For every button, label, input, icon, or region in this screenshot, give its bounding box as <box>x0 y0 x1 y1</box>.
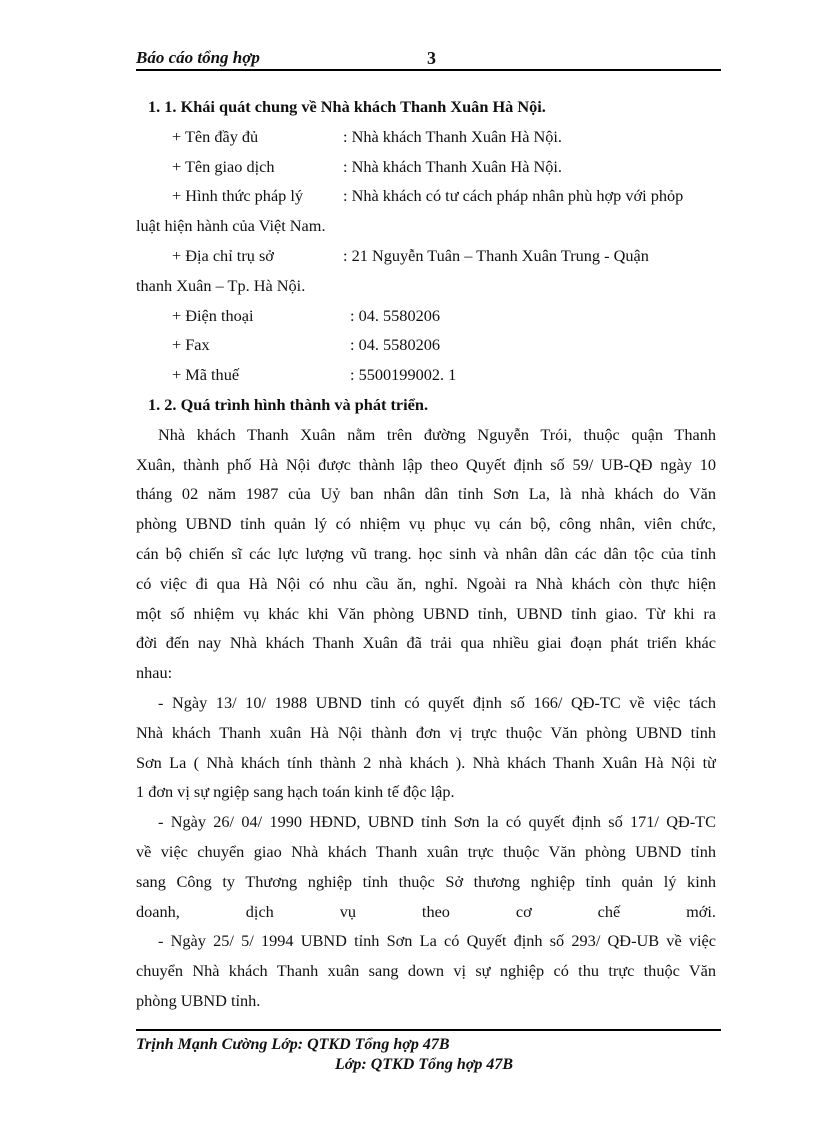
info-label: + Tên giao dịch <box>172 156 275 176</box>
footer-class: Lớp: QTKD Tổng hợp 47B <box>335 1056 514 1073</box>
info-row-continuation: thanh Xuân – Tp. Hà Nội. <box>136 275 306 295</box>
paragraph-line: Nhà khách Thanh Xuân nằm trên đường Nguyễn Trói, thuộc quận Thanh <box>158 424 716 444</box>
info-value: : 04. 5580206 <box>350 335 441 355</box>
document-body <box>136 92 716 1016</box>
info-value: : Nhà khách Thanh Xuân Hà Nội. <box>343 126 562 146</box>
paragraph-line: - Ngày 13/ 10/ 1988 UBND tỉnh có quyết định số 166/ QĐ-TC về việc tách <box>158 692 716 712</box>
paragraph-line: nhau: <box>136 663 173 683</box>
page-number: 3 <box>427 48 436 68</box>
paragraph-line: chuyển Nhà khách Thanh xuân sang down vị sự nghiệp có thu trực thuộc Văn <box>136 961 716 981</box>
info-label: + Hình thức pháp lý <box>172 186 304 206</box>
section-heading: 1. 2. Quá trình hình thành và phát triển. <box>148 394 429 414</box>
header-rule <box>136 69 721 71</box>
paragraph-line: - Ngày 25/ 5/ 1994 UBND tỉnh Sơn La có Quyết định số 293/ QĐ-UB về việc <box>158 931 716 951</box>
paragraph-line: 1 đơn vị sự ngiệp sang hạch toán kinh tế độc lập. <box>136 782 455 802</box>
paragraph-line: doanh, dịch vụ theo cơ chế mới. <box>136 901 716 921</box>
info-row <box>136 152 716 182</box>
info-value: : 04. 5580206 <box>350 305 441 325</box>
info-value: : 21 Nguyễn Tuân – Thanh Xuân Trung - Quận <box>343 245 649 265</box>
info-row <box>136 330 716 360</box>
info-value: : Nhà khách có tư cách pháp nhân phù hợp với phỏp <box>343 186 684 206</box>
paragraph-line: cán bộ chiến sĩ các lực lượng vũ trang. học sinh và nhân dân các dân tộc của tỉnh <box>136 543 716 563</box>
paragraph-line: phòng UBND tỉnh quản lý có nhiệm vụ phục vụ cán bộ, công nhân, viên chức, <box>136 514 716 534</box>
paragraph-line: Sơn La ( Nhà khách tính thành 2 nhà khách ). Nhà khách Thanh Xuân Hà Nội từ <box>136 752 716 772</box>
info-label: + Tên đầy đủ <box>172 126 259 146</box>
section-heading: 1. 1. Khái quát chung về Nhà khách Thanh Xuân Hà Nội. <box>148 97 546 116</box>
paragraph-line: về việc chuyển giao Nhà khách Thanh xuân trực thuộc Văn phòng UBND tỉnh <box>136 841 716 861</box>
paragraph-line: một số nhiệm vụ khác khi Văn phòng UBND tỉnh, UBND tỉnh giao. Từ khi ra <box>136 603 716 623</box>
paragraph-line: phòng UBND tỉnh. <box>136 990 261 1010</box>
info-row <box>136 122 716 152</box>
info-label: + Điện thoại <box>172 305 254 325</box>
paragraph-line: tháng 02 năm 1987 của Uỷ ban nhân dân tỉnh Sơn La, là nhà khách do Văn <box>136 484 716 504</box>
footer-author: Trịnh Mạnh Cường Lớp: QTKD Tổng hợp 47B <box>136 1036 450 1053</box>
info-row <box>136 360 716 390</box>
paragraph-line: - Ngày 26/ 04/ 1990 HĐND, UBND tỉnh Sơn la có quyết định số 171/ QĐ-TC <box>158 812 716 832</box>
footer-rule <box>136 1029 721 1031</box>
info-value: : 5500199002. 1 <box>350 365 457 385</box>
info-value: : Nhà khách Thanh Xuân Hà Nội. <box>343 156 562 176</box>
paragraph-line: Nhà khách Thanh xuân Hà Nội thành đơn vị trực thuộc Văn phòng UBND tỉnh <box>136 722 716 742</box>
info-row <box>136 241 716 271</box>
paragraph-line: đời đến nay Nhà khách Thanh Xuân đã trải qua nhiều giai đoạn phát triển khác <box>136 633 716 653</box>
info-row-continuation: luật hiện hành của Việt Nam. <box>136 216 326 236</box>
page-header-title: Báo cáo tổng hợp <box>136 48 260 67</box>
info-row <box>136 301 716 331</box>
info-label: + Địa chỉ trụ sở <box>172 245 274 265</box>
info-row <box>136 181 716 211</box>
info-label: + Fax <box>172 335 210 355</box>
paragraph-line: Xuân, thành phố Hà Nội được thành lập theo Quyết định số 59/ UB-QĐ ngày 10 <box>136 454 716 474</box>
paragraph-line: sang Công ty Thương nghiệp tỉnh thuộc Sở thương nghiệp tỉnh quản lý kinh <box>136 871 716 891</box>
info-label: + Mã thuế <box>172 365 240 385</box>
paragraph-line: có việc đi qua Hà Nội có nhu cầu ăn, nghỉ. Ngoài ra Nhà khách còn thực hiện <box>136 573 716 593</box>
